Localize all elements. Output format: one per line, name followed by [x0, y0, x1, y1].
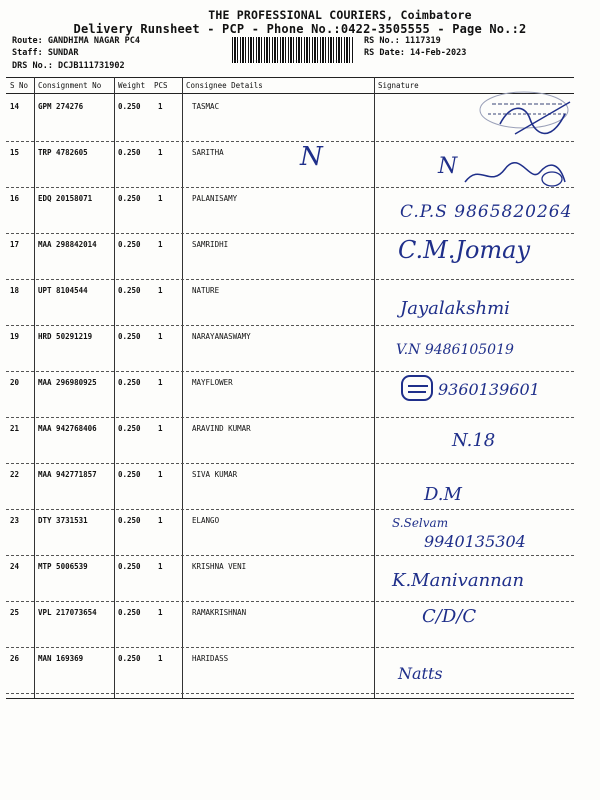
consignment-number: HRD 50291219 — [38, 332, 93, 341]
consignee-name: KRISHNA VENI — [192, 562, 247, 571]
rs-number: RS No.: 1117319 — [364, 36, 441, 46]
signature-scribble-14 — [470, 94, 580, 154]
signature-23b: 9940135304 — [424, 532, 526, 551]
sno-cell: 25 — [10, 608, 20, 617]
pcs-cell: 1 — [158, 286, 163, 295]
pcs-cell: 1 — [158, 240, 163, 249]
consignment-number: GPM 274276 — [38, 102, 84, 111]
signature-15: N — [300, 142, 323, 172]
signature-24: K.Manivannan — [392, 570, 525, 591]
col-header-weight: Weight — [118, 81, 146, 90]
signature-21: N.18 — [452, 430, 496, 451]
weight-cell: 0.250 — [118, 424, 141, 433]
consignment-number: DTY 3731531 — [38, 516, 88, 525]
stamp-mark-20 — [398, 372, 438, 406]
consignment-number: MAA 942771857 — [38, 470, 97, 479]
signature-15-scribble — [460, 154, 570, 194]
pcs-cell: 1 — [158, 332, 163, 341]
pcs-cell: 1 — [158, 516, 163, 525]
runsheet-title: Delivery Runsheet - PCP - Phone No.:0422-3505555 - Page No.:2 — [73, 22, 527, 36]
consignee-name: MAYFLOWER — [192, 378, 233, 387]
consignment-number: MAN 169369 — [38, 654, 84, 663]
pcs-cell: 1 — [158, 148, 163, 157]
consignment-number: MAA 942768406 — [38, 424, 97, 433]
weight-cell: 0.250 — [118, 194, 141, 203]
pcs-cell: 1 — [158, 654, 163, 663]
pcs-cell: 1 — [158, 424, 163, 433]
sno-cell: 24 — [10, 562, 20, 571]
table-row — [0, 602, 600, 648]
table-row — [0, 280, 600, 326]
consignment-number: TRP 4782605 — [38, 148, 88, 157]
pcs-cell: 1 — [158, 194, 163, 203]
sno-cell: 26 — [10, 654, 20, 663]
sno-cell: 18 — [10, 286, 20, 295]
weight-cell: 0.250 — [118, 102, 141, 111]
pcs-cell: 1 — [158, 470, 163, 479]
sno-cell: 17 — [10, 240, 20, 249]
row-separator — [6, 693, 574, 694]
weight-cell: 0.250 — [118, 562, 141, 571]
sno-cell: 15 — [10, 148, 20, 157]
signature-19: V.N 9486105019 — [396, 342, 514, 358]
weight-cell: 0.250 — [118, 378, 141, 387]
signature-16: C.P.S 9865820264 — [400, 202, 573, 222]
weight-cell: 0.250 — [118, 516, 141, 525]
sno-cell: 19 — [10, 332, 20, 341]
drs-number: DRS No.: DCJB111731902 — [12, 61, 125, 71]
weight-cell: 0.250 — [118, 654, 141, 663]
consignee-name: HARIDASS — [192, 654, 229, 663]
consignment-number: MAA 298842014 — [38, 240, 97, 249]
consignee-name: NATURE — [192, 286, 220, 295]
consignee-name: SIVA KUMAR — [192, 470, 238, 479]
sno-cell: 16 — [10, 194, 20, 203]
table-row — [0, 418, 600, 464]
consignee-name: SAMRIDHI — [192, 240, 229, 249]
consignee-name: TASMAC — [192, 102, 220, 111]
weight-cell: 0.250 — [118, 286, 141, 295]
sno-cell: 14 — [10, 102, 20, 111]
weight-cell: 0.250 — [118, 470, 141, 479]
header-top-rule — [6, 77, 574, 78]
sno-cell: 22 — [10, 470, 20, 479]
consignment-number: MAA 296980925 — [38, 378, 97, 387]
col-header-consignment: Consignment No — [38, 81, 102, 90]
route-label: Route: GANDHIMA NAGAR PC4 — [12, 36, 140, 46]
weight-cell: 0.250 — [118, 332, 141, 341]
col-header-signature: Signature — [378, 81, 419, 90]
sno-cell: 23 — [10, 516, 20, 525]
consignment-number: MTP 5006539 — [38, 562, 88, 571]
sno-cell: 21 — [10, 424, 20, 433]
signature-18: Jayalakshmi — [400, 298, 510, 319]
pcs-cell: 1 — [158, 562, 163, 571]
table-row — [0, 464, 600, 510]
company-title: THE PROFESSIONAL COURIERS, Coimbatore — [208, 8, 472, 22]
consignment-number: EDQ 20158071 — [38, 194, 93, 203]
pcs-cell: 1 — [158, 608, 163, 617]
signature-25: C/D/C — [422, 606, 477, 627]
rs-date: RS Date: 14-Feb-2023 — [364, 48, 467, 58]
table-row — [0, 648, 600, 694]
barcode — [232, 37, 354, 63]
table-bottom-rule — [6, 698, 574, 699]
signature-26: Natts — [398, 664, 443, 683]
pcs-cell: 1 — [158, 102, 163, 111]
signature-20: 9360139601 — [438, 380, 540, 399]
col-header-pcs: PCS — [154, 81, 168, 90]
consignee-name: NARAYANASWAMY — [192, 332, 251, 341]
consignment-number: UPT 8104544 — [38, 286, 88, 295]
consignee-name: RAMAKRISHNAN — [192, 608, 247, 617]
sno-cell: 20 — [10, 378, 20, 387]
signature-22: D.M — [424, 484, 462, 505]
staff-label: Staff: SUNDAR — [12, 48, 79, 58]
consignee-name: PALANISAMY — [192, 194, 238, 203]
weight-cell: 0.250 — [118, 240, 141, 249]
signature-17: C.M.Jomay — [398, 236, 531, 264]
col-header-sno: S No — [10, 81, 29, 90]
weight-cell: 0.250 — [118, 608, 141, 617]
signature-15b: N — [438, 154, 458, 179]
consignee-name: SARITHA — [192, 148, 224, 157]
signature-23a: S.Selvam — [392, 516, 449, 530]
weight-cell: 0.250 — [118, 148, 141, 157]
consignee-name: ELANGO — [192, 516, 220, 525]
col-header-consignee: Consignee Details — [186, 81, 263, 90]
pcs-cell: 1 — [158, 378, 163, 387]
consignee-name: ARAVIND KUMAR — [192, 424, 251, 433]
consignment-number: VPL 217073654 — [38, 608, 97, 617]
